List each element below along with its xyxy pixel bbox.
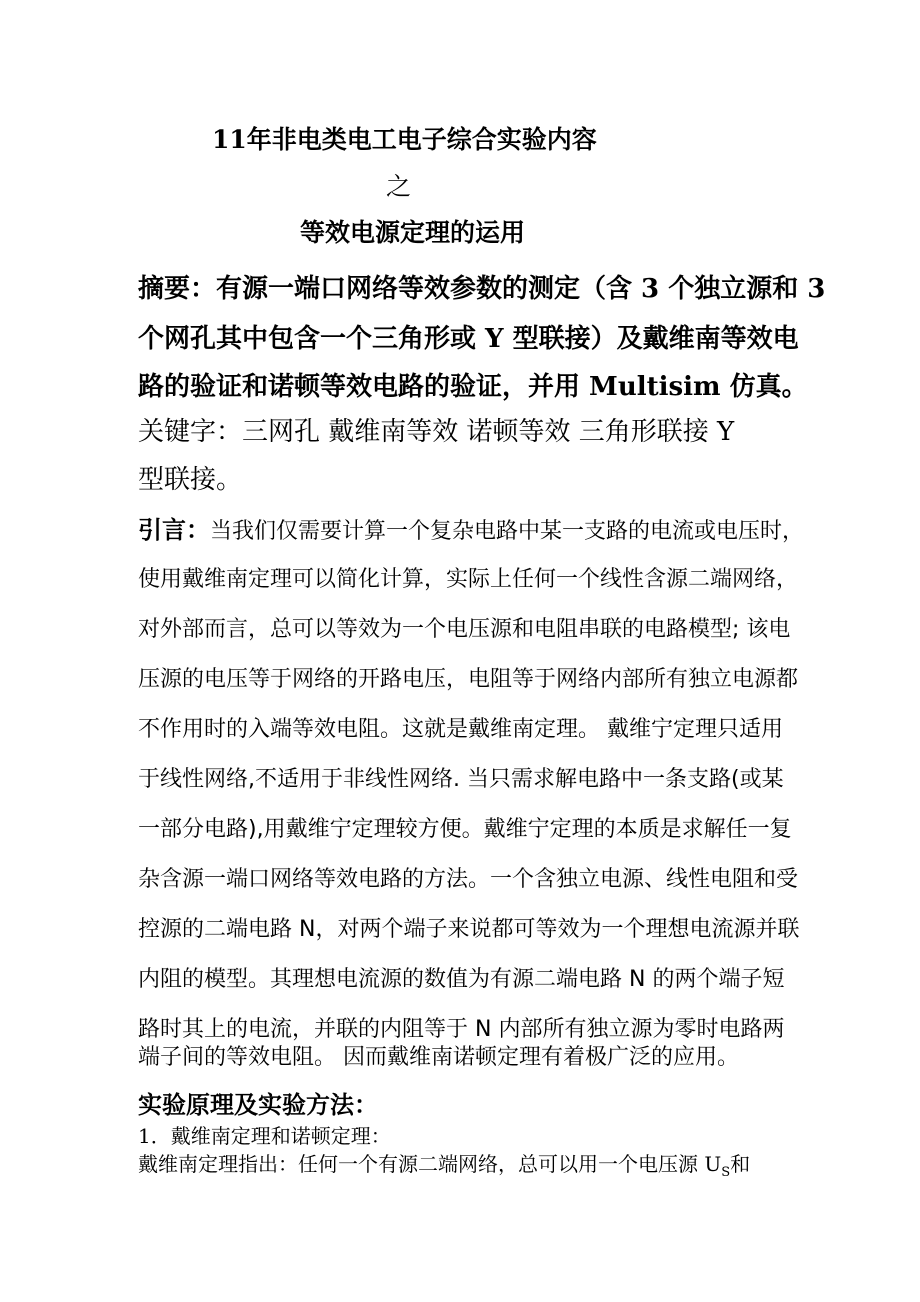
intro-label: 引言： — [138, 516, 210, 544]
section-item-1: 1．戴维南定理和诺顿定理： — [138, 1124, 391, 1148]
intro-line: 压源的电压等于网络的开路电压，电阻等于网络内部所有独立电源都 — [138, 667, 799, 692]
section-line-prefix: 戴维南定理指出：任何一个有源二端网络，总可以用一个电压源 U — [138, 1152, 722, 1176]
intro-line: 对外部而言，总可以等效为一个电压源和电阻串联的电路模型; 该电 — [138, 617, 791, 642]
abstract-line: 个网孔其中包含一个三角形或 Y 型联接）及戴维南等效电 — [138, 324, 799, 354]
title-line-3: 等效电源定理的运用 — [300, 218, 526, 247]
intro-line: 一部分电路),用戴维宁定理较方便。戴维宁定理的本质是求解任一复 — [138, 817, 792, 842]
intro-line: 于线性网络,不适用于非线性网络. 当只需求解电路中一条支路(或某 — [138, 767, 784, 792]
intro-first-line — [138, 510, 804, 545]
section-line — [138, 1148, 750, 1180]
title-line-1: 11年非电类电工电子综合实验内容 — [212, 125, 597, 154]
abstract-line: 路的验证和诺顿等效电路的验证，并用 Multisim 仿真。 — [138, 372, 808, 402]
keywords-line: 型联接。 — [138, 465, 243, 495]
section-heading: 实验原理及实验方法： — [138, 1091, 378, 1119]
keywords-line: 关键字：三网孔 戴维南等效 诺顿等效 三角形联接 Y — [138, 417, 735, 447]
intro-line: 杂含源一端口网络等效电路的方法。一个含独立电源、线性电阻和受 — [138, 867, 799, 892]
intro-line: 控源的二端电路 N，对两个端子来说都可等效为一个理想电流源并联 — [138, 917, 800, 942]
abstract-line: 摘要：有源一端口网络等效参数的测定（含 3 个独立源和 3 — [138, 274, 826, 304]
intro-line: 路时其上的电流，并联的内阻等于 N 内部所有独立源为零时电路两 — [138, 1017, 785, 1042]
section-line-sub: S — [721, 1165, 731, 1180]
section-line-suffix: 和 — [730, 1152, 751, 1176]
intro-text: 当我们仅需要计算一个复杂电路中某一支路的电流或电压时， — [210, 519, 805, 544]
intro-line: 不作用时的入端等效电阻。这就是戴维南定理。 戴维宁定理只适用 — [138, 717, 783, 742]
intro-line: 端子间的等效电阻。 因而戴维南诺顿定理有着极广泛的应用。 — [138, 1045, 739, 1070]
title-line-2: 之 — [386, 172, 412, 201]
intro-line: 使用戴维南定理可以简化计算，实际上任何一个线性含源二端网络， — [138, 567, 799, 592]
intro-line: 内阻的模型。其理想电流源的数值为有源二端电路 N 的两个端子短 — [138, 967, 785, 992]
